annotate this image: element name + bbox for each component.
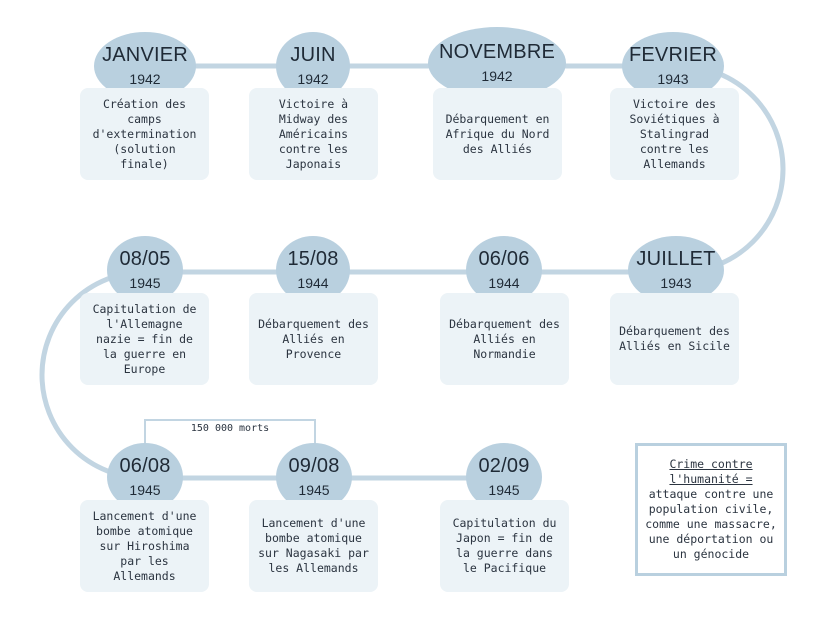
event-year: 1944 xyxy=(488,275,520,291)
event-month: FEVRIER xyxy=(628,44,718,66)
event-description: Capitulation de l'Allemagne nazie = fin de la guerre en Europe xyxy=(92,301,197,376)
event-year: 1945 xyxy=(129,482,161,498)
event-month: 06/06 xyxy=(478,248,530,270)
event-card-0608-1945 xyxy=(80,500,209,592)
event-description: Débarquement des Alliés en Normandie xyxy=(449,316,560,361)
event-year: 1944 xyxy=(297,275,329,291)
event-card-0606-1944 xyxy=(440,293,569,385)
event-year: 1945 xyxy=(129,275,161,291)
event-card-juin-1942 xyxy=(249,88,378,180)
event-card-fevrier-1943 xyxy=(610,88,739,180)
definition-box xyxy=(635,443,787,576)
event-description: Lancement d'une bombe atomique sur Nagasaki par les Allemands xyxy=(258,516,369,575)
event-card-0805-1945 xyxy=(80,293,209,385)
event-description: Victoire à Midway des Américains contre les Japonais xyxy=(278,96,349,171)
event-card-janvier-1942 xyxy=(80,88,209,180)
definition-text: attaque contre une population civile, comme une massacre, une déportation ou un génocide xyxy=(645,487,777,561)
event-year: 1943 xyxy=(657,71,689,87)
event-month: 06/08 xyxy=(119,455,171,477)
event-description: Débarquement des Alliés en Provence xyxy=(258,316,369,361)
event-description: Débarquement des Alliés en Sicile xyxy=(619,324,730,353)
event-month: JUILLET xyxy=(636,248,716,270)
event-card-0209-1945 xyxy=(440,500,569,592)
event-card-1508-1944 xyxy=(249,293,378,385)
event-description: Capitulation du Japon = fin de la guerre dans le Pacifique xyxy=(452,516,557,575)
event-card-novembre-1942 xyxy=(433,88,562,180)
event-month: 08/05 xyxy=(119,248,171,270)
deaths-label: 150 000 morts xyxy=(190,423,270,434)
event-month: 15/08 xyxy=(287,248,339,270)
event-month: NOVEMBRE xyxy=(438,41,556,63)
event-month: 09/08 xyxy=(288,455,340,477)
event-year: 1945 xyxy=(488,482,520,498)
event-month: JANVIER xyxy=(102,44,188,66)
event-card-juillet-1943 xyxy=(610,293,739,385)
event-year: 1942 xyxy=(297,71,329,87)
event-month: JUIN xyxy=(290,44,336,66)
event-card-0908-1945 xyxy=(249,500,378,592)
event-year: 1945 xyxy=(298,482,330,498)
event-description: Création des camps d'extermination (solution finale) xyxy=(92,96,197,171)
event-description: Débarquement en Afrique du Nord des Alliés xyxy=(445,111,550,156)
event-description: Victoire des Soviétiques à Stalingrad contre les Allemands xyxy=(629,96,720,171)
event-year: 1942 xyxy=(129,71,161,87)
event-month: 02/09 xyxy=(478,455,530,477)
event-year: 1942 xyxy=(481,68,513,84)
definition-term: Crime contre l'humanité = xyxy=(669,457,753,486)
event-description: Lancement d'une bombe atomique sur Hiroshima par les Allemands xyxy=(92,508,197,583)
event-year: 1943 xyxy=(660,275,692,291)
